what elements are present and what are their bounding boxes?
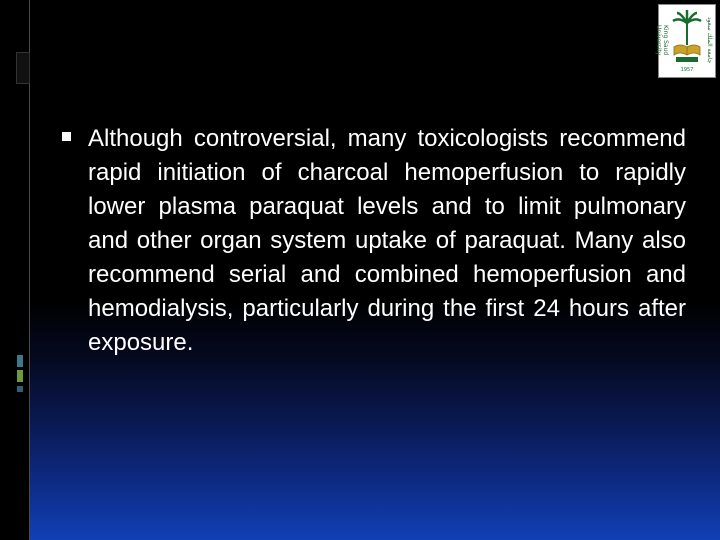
accent-bar-teal xyxy=(17,355,23,367)
university-logo xyxy=(655,4,716,78)
slide-content xyxy=(66,122,686,360)
logo-english-text: King Saud University xyxy=(655,24,669,56)
accent-bar-green xyxy=(17,370,23,382)
corner-decorative-box xyxy=(16,52,30,84)
bullet-paragraph: Although controversial, many toxicologists recommend rapid initiation of charcoal hemoperfusion to rapidly lower plasma paraquat levels and to limit pulmonary and other organ system uptake of paraquat. Many also recommend serial and combined hemoperfusion and hemodialysis, particularly during the first 24 hours after exposure. xyxy=(88,125,686,356)
logo-year-text: 1957 xyxy=(680,67,694,73)
square-bullet-icon xyxy=(62,132,71,141)
logo-arabic-text: جامعة الملك سعود xyxy=(706,16,713,64)
accent-bar-dark-teal xyxy=(17,386,23,392)
